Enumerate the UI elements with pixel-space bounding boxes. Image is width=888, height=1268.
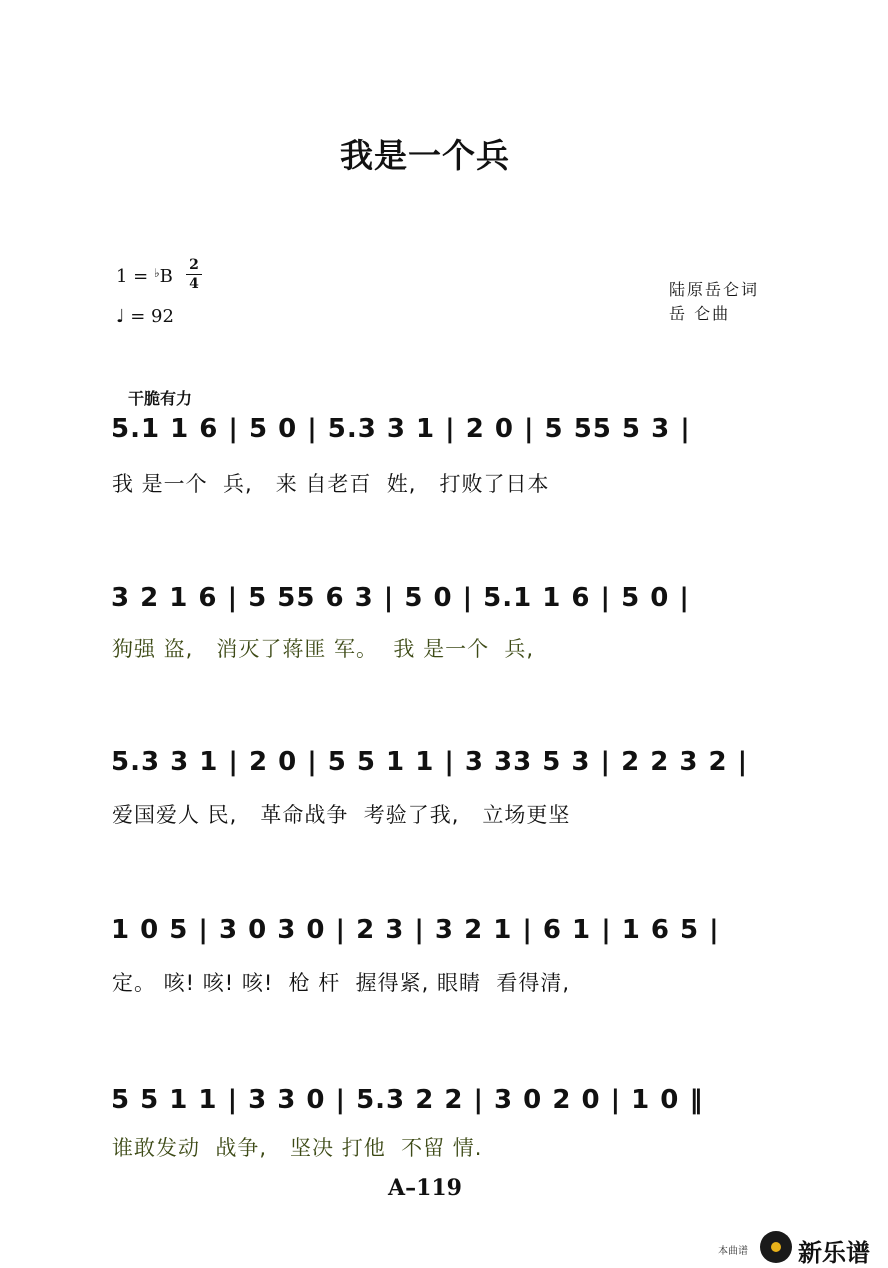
flat-symbol: ♭ <box>153 266 160 280</box>
time-signature-top: 2 <box>189 257 199 273</box>
key-prefix: 1 = <box>116 266 154 287</box>
notation-line-3: 5.3 3 1 | 2 0 | 5 5 1 1 | 3 33 5 3 | 2 2 3 2 | <box>111 747 749 777</box>
lyric-line-1: 我 是一个 兵, 来 自老百 姓, 打败了日本 <box>112 472 550 496</box>
composer-credit: 岳 仑曲 <box>669 304 731 323</box>
notation-line-1: 5.1 1 6 | 5 0 | 5.3 3 1 | 2 0 | 5 55 5 3 | <box>111 414 691 444</box>
lyricist-credit: 陆原岳仑词 <box>669 280 760 299</box>
credits <box>669 278 759 326</box>
tempo-marking <box>116 306 174 327</box>
expression-marking: 干脆有力 <box>128 389 193 408</box>
lyric-line-4: 定。 咳! 咳! 咳! 枪 杆 握得紧, 眼睛 看得清, <box>112 971 571 995</box>
tempo-value: = 92 <box>130 306 174 327</box>
notation-line-2: 3 2 1 6 | 5 55 6 3 | 5 0 | 5.1 1 6 | 5 0 | <box>111 583 690 613</box>
lyric-line-5: 谁敢发动 战争, 坚决 打他 不留 情. <box>112 1136 483 1160</box>
song-title: 我是一个兵 <box>340 136 510 175</box>
lyric-line-3: 爱国爱人 民, 革命战争 考验了我, 立场更坚 <box>112 803 571 827</box>
time-signature <box>186 258 202 291</box>
key-signature <box>116 266 173 287</box>
lyric-line-2: 狗强 盗, 消灭了蒋匪 军。 我 是一个 兵, <box>112 637 535 661</box>
page-number: A–119 <box>388 1175 462 1201</box>
time-signature-bottom: 4 <box>189 276 199 292</box>
record-disc-icon <box>760 1231 792 1263</box>
key-note: B <box>159 266 173 287</box>
watermark-prefix: 本曲谱 <box>718 1246 748 1257</box>
time-signature-bar <box>186 274 202 275</box>
notation-line-5: 5 5 1 1 | 3 3 0 | 5.3 2 2 | 3 0 2 0 | 1 0 ‖ <box>111 1085 704 1115</box>
quarter-note-icon: ♩ <box>116 306 125 327</box>
notation-line-4: 1 0 5 | 3 0 3 0 | 2 3 | 3 2 1 | 6 1 | 1 6 5 | <box>111 915 720 945</box>
watermark-brand: 新乐谱 <box>798 1239 870 1267</box>
